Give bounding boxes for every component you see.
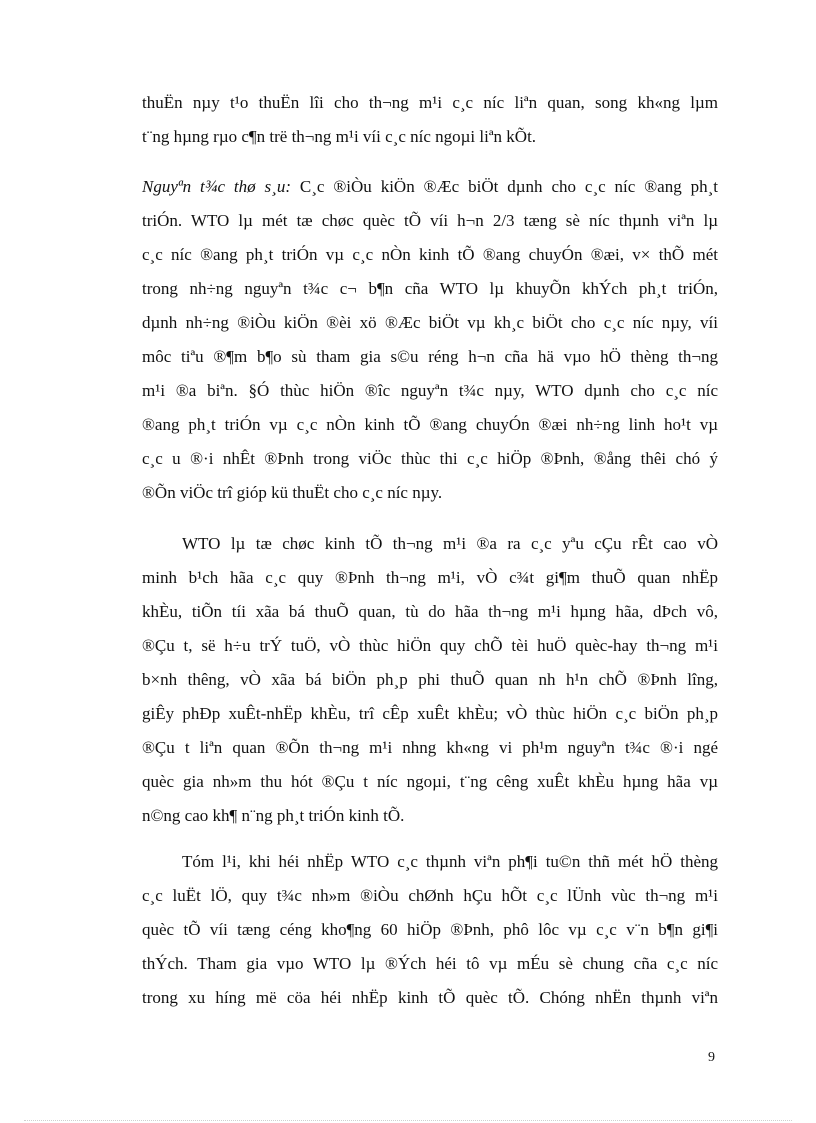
text-line: dµnh nh÷ng ®iÒu kiÖn ®èi xö ®Æc biÖt vµ kh¸c biÖt cho c¸c níc nµy, víi (142, 313, 718, 332)
text-line: ®Çu t, së h÷u trÝ tuÖ, vÒ thùc hiÖn quy chÕ tèi huÖ quèc-hay th¬ng m¹i (142, 636, 718, 655)
text-line: thÝch. Tham gia vµo WTO lµ ®Ých héi tô vµ mÉu sè chung cña c¸c níc (142, 954, 718, 973)
text-line: trong xu híng më cöa héi nhËp kinh tÕ quèc tÕ. Chóng nhËn thµnh viªn (142, 988, 718, 1007)
page-number: 9 (708, 1050, 715, 1065)
principle-heading: Nguyªn t¾c thø s¸u: (142, 177, 291, 196)
text-line: ®Õn viÖc trî gióp kü thuËt cho c¸c níc nµy. (142, 483, 443, 502)
text-line: thuËn nµy t¹o thuËn lîi cho th¬ng m¹i c¸c níc liªn quan, song kh«ng lµm (142, 93, 718, 112)
text-line: khÈu, tiÕn tíi xãa bá thuÕ quan, tù do hãa th¬ng m¹i hµng hãa, dÞch vô, (142, 602, 718, 621)
text-line: WTO lµ tæ chøc kinh tÕ th¬ng m¹i ®a ra c¸c yªu cÇu rÊt cao vÒ (182, 534, 718, 553)
paragraph-1 (142, 86, 718, 154)
text-line: c¸c luËt lÖ, quy t¾c nh»m ®iÒu chØnh hÇu hÕt c¸c lÜnh vùc th¬ng m¹i (142, 886, 718, 905)
text-line: môc tiªu ®¶m b¶o sù tham gia s©u réng h¬n cña hä vµo hÖ thèng th¬ng (142, 347, 718, 366)
paragraph-3 (142, 527, 718, 833)
text-line: trong nh÷ng nguyªn t¾c c¬ b¶n cña WTO lµ khuyÕn khÝch ph¸t triÓn, (142, 279, 718, 298)
text-fragment: C¸c ®iÒu kiÖn ®Æc biÖt dµnh cho c¸c níc ®ang ph¸t (291, 177, 718, 196)
text-line: c¸c u ®·i nhÊt ®Þnh trong viÖc thùc thi c¸c hiÖp ®Þnh, ®ång thêi chó ý (142, 449, 718, 468)
text-line: ®ang ph¸t triÓn vµ c¸c nÒn kinh tÕ ®ang chuyÓn ®æi nh÷ng linh ho¹t vµ (142, 415, 718, 434)
paragraph-2 (142, 170, 718, 510)
text-line: m¹i ®a biªn. §Ó thùc hiÖn ®îc nguyªn t¾c nµy, WTO dµnh cho c¸c níc (142, 381, 718, 400)
text-line: Tóm l¹i, khi héi nhËp WTO c¸c thµnh viªn ph¶i tu©n thñ mét hÖ thèng (182, 852, 718, 871)
text-line: c¸c níc ®ang ph¸t triÓn vµ c¸c nÒn kinh tÕ ®ang chuyÓn ®æi, v× thÕ mét (142, 245, 718, 264)
text-line-with-lead (142, 170, 718, 204)
text-line: triÓn. WTO lµ mét tæ chøc quèc tÕ víi h¬n 2/3 tæng sè níc thµnh viªn lµ (142, 211, 718, 230)
text-line: n©ng cao kh¶ n¨ng ph¸t triÓn kinh tÕ. (142, 806, 405, 825)
text-line: ®Çu t liªn quan ®Õn th¬ng m¹i nhng kh«ng vi ph¹m nguyªn t¾c ®·i ngé (142, 738, 718, 757)
text-line: t¨ng hµng rµo c¶n trë th¬ng m¹i víi c¸c níc ngoµi liªn kÕt. (142, 127, 537, 146)
text-line: quèc tÕ víi tæng céng kho¶ng 60 hiÖp ®Þnh, phô lôc vµ c¸c v¨n b¶n gi¶i (142, 920, 718, 939)
text-line: quèc gia nh»m thu hót ®Çu t níc ngoµi, t¨ng cêng xuÊt khÈu hµng hãa vµ (142, 772, 718, 791)
text-line: minh b¹ch hãa c¸c quy ®Þnh th¬ng m¹i, vÒ c¾t gi¶m thuÕ quan nhËp (142, 568, 718, 587)
text-line: b×nh thêng, vÒ xãa bá biÖn ph¸p phi thuÕ quan nh h¹n chÕ ®Þnh lîng, (142, 670, 718, 689)
text-line: giÊy phÐp xuÊt-nhËp khÈu, trî cÊp xuÊt khÈu; vÒ thùc hiÖn c¸c biÖn ph¸p (142, 704, 718, 723)
footer-divider (24, 1120, 792, 1121)
paragraph-4 (142, 845, 718, 1015)
